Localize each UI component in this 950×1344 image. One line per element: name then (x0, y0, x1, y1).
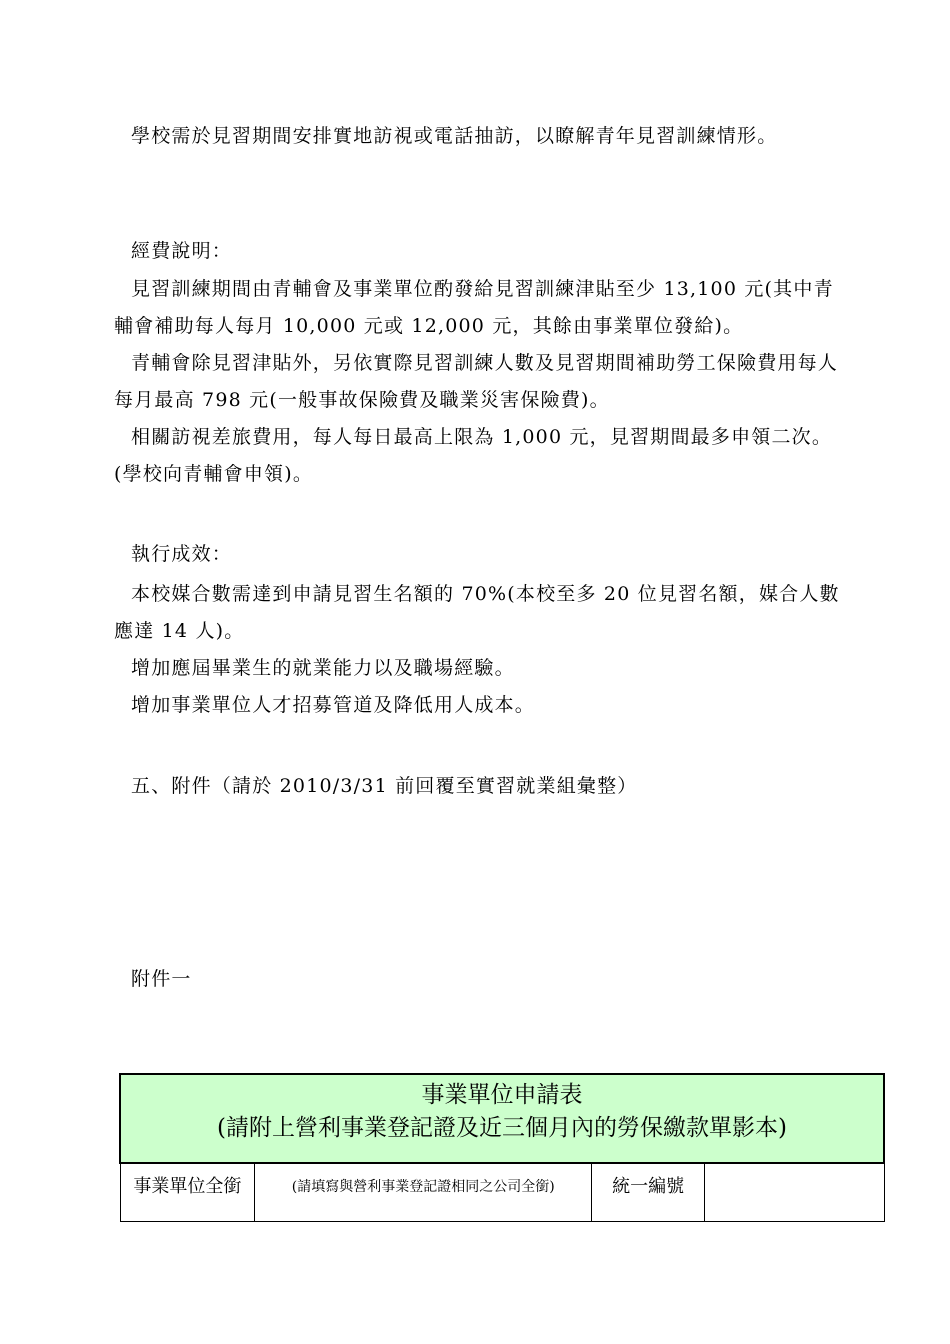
paragraph-funding-insurance: 青輔會除見習津貼外，另依實際見習訓練人數及見習期間補助勞工保險費用每人每月最高 798 元(一般事故保險費及職業災害保險費)。 (114, 352, 839, 411)
paragraph-site-visit: 學校需於見習期間安排實地訪視或電話抽訪，以瞭解青年見習訓練情形。 (131, 125, 778, 147)
paragraph-funding-allowance: 見習訓練期間由青輔會及事業單位酌發給見習訓練津貼至少 13,100 元(其中青輔會補助每人每月 10,000 元或 12,000 元，其餘由事業單位發給)。 (114, 278, 834, 337)
section-five-attachments: 五、附件（請於 2010/3/31 前回覆至實習就業組彙整） (131, 775, 638, 797)
appendix-label: 附件一 (131, 968, 192, 990)
results-heading: 執行成效： (131, 543, 233, 565)
form-subtitle: (請附上營利事業登記證及近三個月內的勞保繳款單影本) (217, 1115, 787, 1141)
paragraph-results-ability: 增加應屆畢業生的就業能力以及職場經驗。 (131, 657, 515, 679)
tax-id-label: 統一編號 (592, 1163, 705, 1222)
company-name-field[interactable]: (請填寫與營利事業登記證相同之公司全銜) (255, 1163, 592, 1222)
paragraph-results-matching: 本校媒合數需達到申請見習生名額的 70%(本校至多 20 位見習名額，媒合人數應達 14 人)。 (114, 583, 840, 642)
company-name-label: 事業單位全銜 (120, 1163, 255, 1222)
paragraph-results-recruitment: 增加事業單位人才招募管道及降低用人成本。 (131, 694, 536, 716)
application-form-table (119, 1073, 885, 1222)
form-title: 事業單位申請表 (421, 1082, 583, 1108)
funding-heading: 經費說明： (131, 240, 233, 262)
form-title-cell (120, 1074, 884, 1163)
paragraph-funding-travel: 相關訪視差旅費用，每人每日最高上限為 1,000 元，見習期間最多申領二次。(學校向青輔會申領)。 (114, 426, 833, 485)
tax-id-field[interactable] (705, 1163, 885, 1222)
